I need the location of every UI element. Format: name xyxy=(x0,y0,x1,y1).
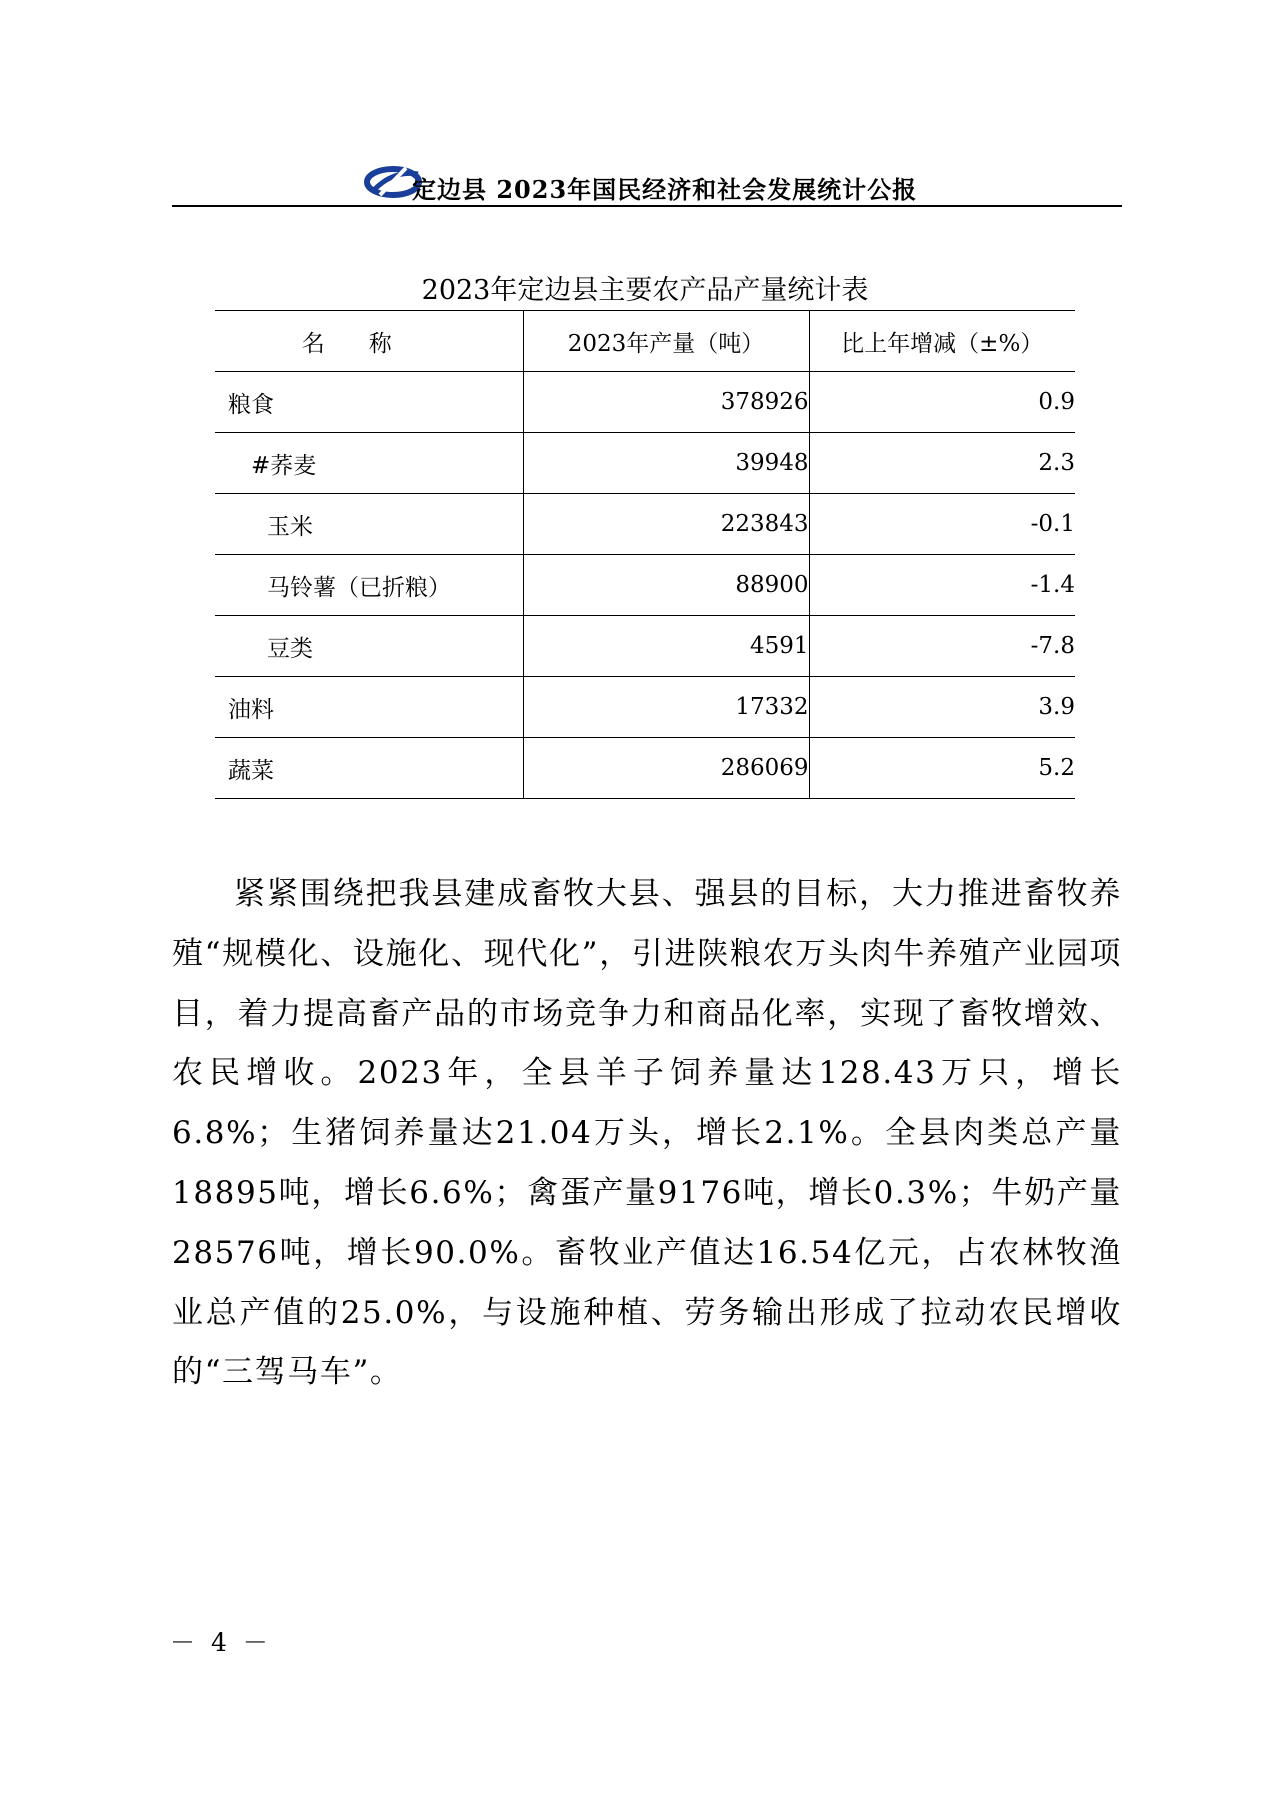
row-name: 油料 xyxy=(215,677,523,738)
report-header xyxy=(172,160,1122,210)
table-title: 2023年定边县主要农产品产量统计表 xyxy=(421,275,869,306)
header-title: 定边县 2023年国民经济和社会发展统计公报 xyxy=(412,175,918,204)
row-change: 2.3 xyxy=(809,433,1075,494)
row-name: 玉米 xyxy=(215,494,523,555)
row-change: -0.1 xyxy=(809,494,1075,555)
row-name: 豆类 xyxy=(215,616,523,677)
row-name: 蔬菜 xyxy=(215,738,523,799)
row-production: 39948 xyxy=(523,433,809,494)
table-row xyxy=(215,616,1075,677)
table-row xyxy=(215,677,1075,738)
row-name: #荞麦 xyxy=(215,433,523,494)
column-header-production: 2023年产量（吨） xyxy=(523,311,809,372)
row-change: 5.2 xyxy=(809,738,1075,799)
column-header-change: 比上年增减（±%） xyxy=(809,311,1075,372)
page-number: － 4 － xyxy=(170,1628,272,1657)
row-production: 88900 xyxy=(523,555,809,616)
header-divider xyxy=(172,205,1122,207)
table-row xyxy=(215,433,1075,494)
row-name: 马铃薯（已折粮） xyxy=(215,555,523,616)
row-production: 17332 xyxy=(523,677,809,738)
table-row xyxy=(215,372,1075,433)
agricultural-output-table xyxy=(215,310,1075,799)
row-change: -7.8 xyxy=(809,616,1075,677)
row-production: 223843 xyxy=(523,494,809,555)
row-change: -1.4 xyxy=(809,555,1075,616)
table-row xyxy=(215,738,1075,799)
row-production: 4591 xyxy=(523,616,809,677)
row-change: 0.9 xyxy=(809,372,1075,433)
table-header-row xyxy=(215,311,1075,372)
table-row xyxy=(215,555,1075,616)
row-production: 378926 xyxy=(523,372,809,433)
table-row xyxy=(215,494,1075,555)
column-header-name: 名称 xyxy=(215,311,523,372)
row-production: 286069 xyxy=(523,738,809,799)
body-paragraph: 紧紧围绕把我县建成畜牧大县、强县的目标，大力推进畜牧养殖“规模化、设施化、现代化”，引进陕粮农万头肉牛养殖产业园项目，着力提高畜产品的市场竞争力和商品化率，实现了畜牧增效、农民增收。2023年，全县羊子饲养量达128.43万只，增长6.8%；生猪饲养量达21.04万头，增长2.1%。全县肉类总产量18895吨，增长6.6%；禽蛋产量9176吨，增长0.3%；牛奶产量28576吨，增长90.0%。畜牧业产值达16.54亿元，占农林牧渔业总产值的25.0%，与设施种植、劳务输出形成了拉动农民增收的“三驾马车”。 xyxy=(172,876,1122,1391)
row-change: 3.9 xyxy=(809,677,1075,738)
row-name: 粮食 xyxy=(215,372,523,433)
